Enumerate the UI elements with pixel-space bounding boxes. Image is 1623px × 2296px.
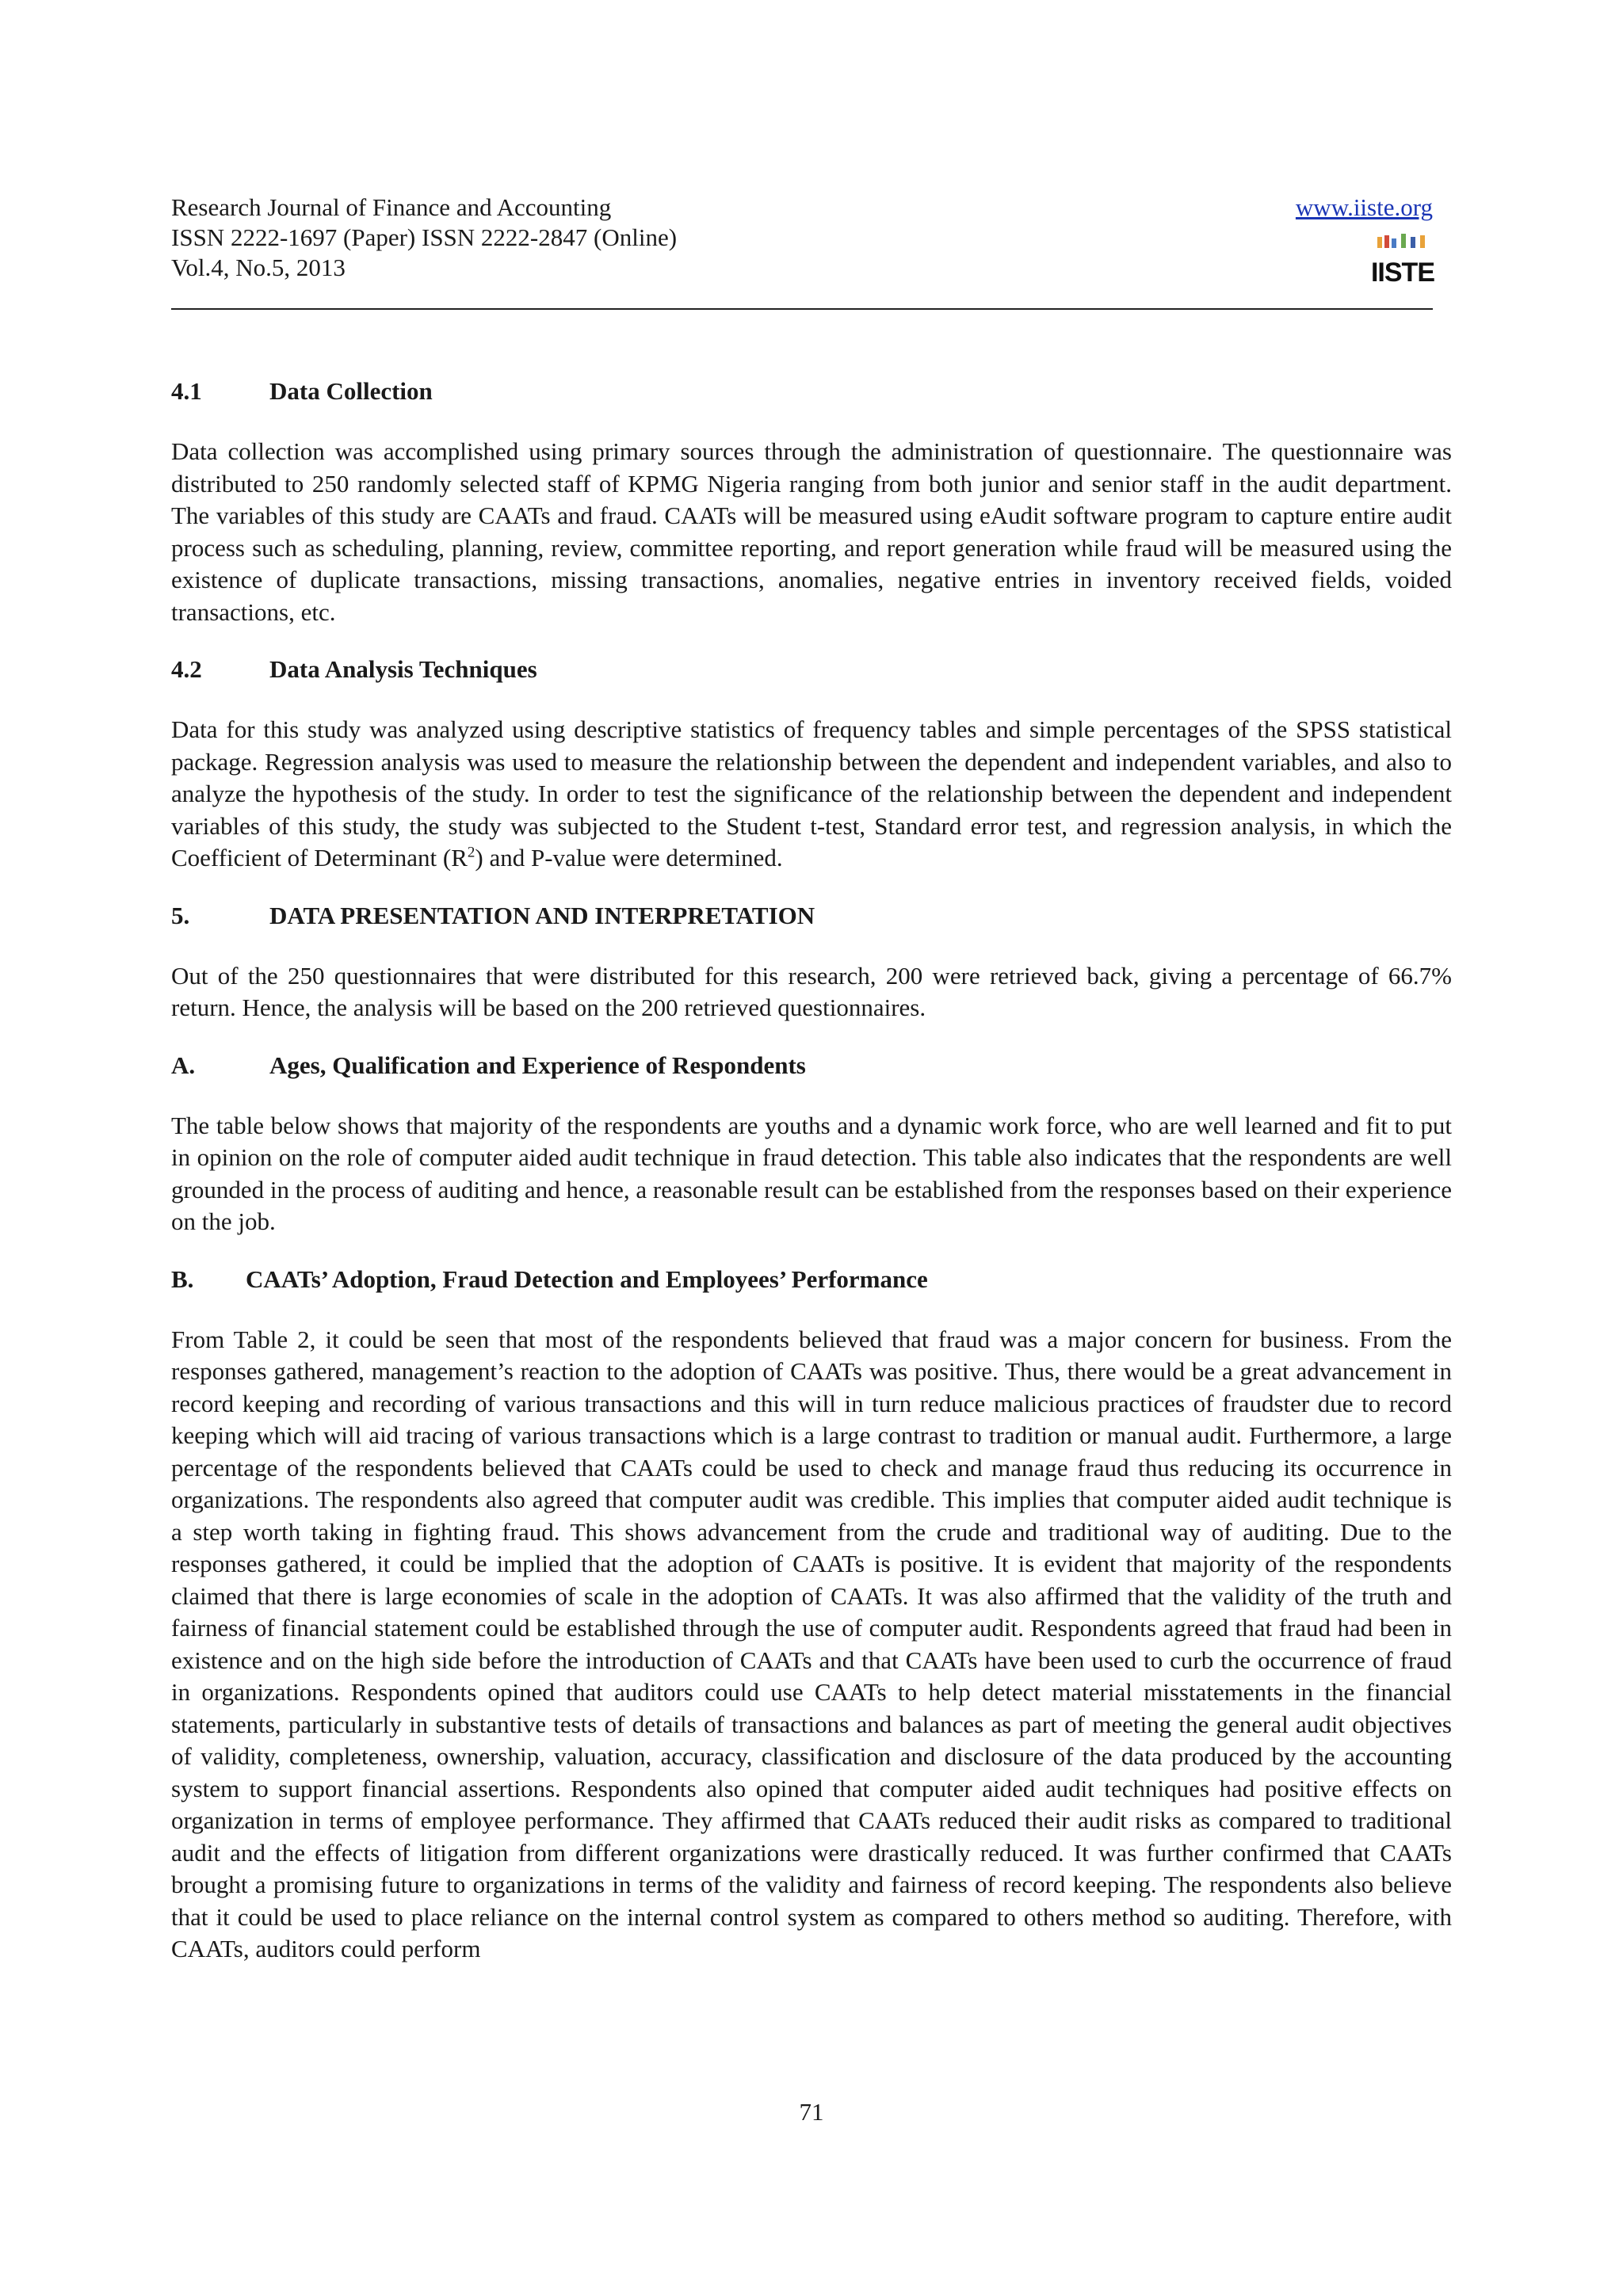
section-heading-b (171, 1264, 1452, 1295)
section-number: 4.1 (171, 377, 202, 405)
section-number: A. (171, 1051, 196, 1079)
section-title: Ages, Qualification and Experience of Respondents (269, 1051, 806, 1079)
paragraph-data-collection: Data collection was accomplished using primary sources through the administration of questionnaire. The questionnaire was distributed to 250 randomly selected staff of KPMG Nigeria ranging from both junior and senior staff in the audit department. The variables of this study are CAATs and fraud. CAATs will be measured using eAudit software program to capture entire audit process such as scheduling, planning, review, committee reporting, and report generation while fraud will be measured using the existence of duplicate transactions, missing transactions, anomalies, negative entries in inventory received fields, voided transactions, etc. (171, 437, 1452, 626)
section-heading-4-2 (171, 654, 1452, 685)
journal-issn: ISSN 2222-1697 (Paper) ISSN 2222-2847 (Online) (171, 223, 678, 251)
r-squared-superscript: 2 (467, 844, 475, 861)
page-number: 71 (799, 2098, 824, 2126)
section-title: CAATs’ Adoption, Fraud Detection and Employees’ Performance (246, 1264, 928, 1293)
section-number: 4.2 (171, 655, 202, 683)
iiste-logo-icon (1370, 234, 1435, 288)
section-heading-a (171, 1050, 1452, 1081)
paragraph-text: Data for this study was analyzed using descriptive statistics of frequency tables and simple percentages of the SPSS statistical package. Regression analysis was used to measure the relationship between the dependent and independent variables, and also to analyze the hypothesis of the study. In order to test the significance of the relationship between the dependent and independent variables of this study, the study was subjected to the Student t-test, Standard error test, and regression analysis, in which the Coefficient of Determinant (R (171, 715, 1452, 871)
section-title: Data Analysis Techniques (269, 655, 537, 683)
section-number: 5. (171, 901, 190, 929)
article-body (171, 376, 1452, 1966)
journal-info (171, 193, 677, 283)
website-link[interactable]: www.iiste.org (1295, 193, 1433, 221)
paragraph-caats-adoption: From Table 2, it could be seen that most of the respondents believed that fraud was a major concern for business. From the responses gathered, management’s reaction to the adoption of CAATs was positive. Thus, there would be a great advancement in record keeping and recording of various transactions and this will in turn reduce malicious practices of fraudster due to record keeping which will aid tracing of various transactions which is a large contrast to tradition or manual audit. Furthermore, a large percentage of the respondents believed that CAATs could be used to check and manage fraud thus reducing its occurrence in organizations. The respondents also agreed that computer audit was credible. This implies that computer aided audit technique is a step worth taking in fighting fraud. This shows advancement from the crude and traditional way of auditing. Due to the responses gathered, it could be implied that the adoption of CAATs is positive. It is evident that majority of the respondents claimed that there is large economies of scale in the adoption of CAATs. It was also affirmed that the validity of the truth and fairness of financial statement could be established through the use of computer audit. Respondents agreed that fraud had been in existence and on the high side before the introduction of CAATs and that CAATs have been used to curb the occurrence of fraud in organizations. Respondents opined that auditors could use CAATs to help detect material misstatements in the financial statements, particularly in substantive tests of details of transactions and balances as part of meeting the general audit objectives of validity, completeness, ownership, valuation, accuracy, classification and disclosure of the data produced by the accounting system to support financial assertions. Respondents also opined that computer aided audit techniques had positive effects on organization in terms of employee performance. They affirmed that CAATs reduced their audit risks as compared to traditional audit and the effects of litigation from different organizations were drastically reduced. It was further confirmed that CAATs brought a promising future to organizations in terms of the validity and fairness of record keeping. The respondents also believe that it could be used to place reliance on the internal control system as compared to others method so auditing. Therefore, with CAATs, auditors could perform (171, 1325, 1452, 1962)
section-title: Data Collection (269, 377, 433, 405)
paragraph-data-presentation: Out of the 250 questionnaires that were distributed for this research, 200 were retrieved back, giving a percentage of 66.7% return. Hence, the analysis will be based on the 200 retrieved questionnaires. (171, 961, 1452, 1021)
section-heading-5 (171, 900, 1452, 932)
logo-wordmark: IISTE (1370, 257, 1435, 288)
section-number: B. (171, 1264, 194, 1293)
paragraph-data-analysis (171, 714, 1452, 875)
running-header (171, 193, 1433, 310)
paragraph-respondents: The table below shows that majority of the respondents are youths and a dynamic work force, who are well learned and fit to put in opinion on the role of computer aided audit technique in fraud detection. This table also indicates that the respondents are well grounded in the process of auditing and hence, a reasonable result can be established from the responses based on their experience on the job. (171, 1111, 1452, 1235)
section-heading-4-1 (171, 376, 1452, 407)
journal-volume: Vol.4, No.5, 2013 (171, 254, 346, 281)
journal-site (1296, 193, 1433, 223)
section-title: DATA PRESENTATION AND INTERPRETATION (269, 901, 815, 929)
journal-title: Research Journal of Finance and Accounting (171, 193, 612, 221)
paragraph-text-end: ) and P-value were determined. (475, 844, 783, 871)
